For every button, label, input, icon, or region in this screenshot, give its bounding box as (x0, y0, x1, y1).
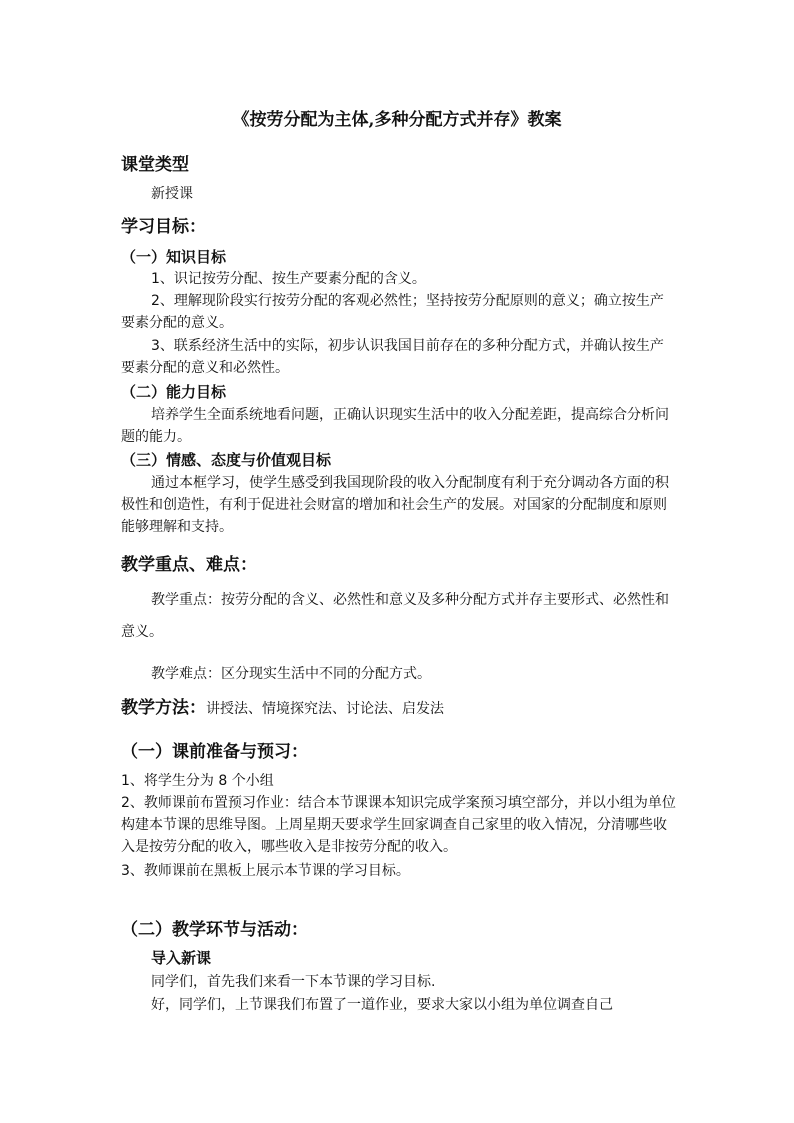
ability-heading: （二）能力目标 (121, 383, 227, 401)
preparation-item: 2、教师课前布置预习作业：结合本节课课本知识完成学案预习填空部分，并以小组为单位构建本节课的思维导图。上周星期天要求学生回家调查自己家里的收入情况，分清哪些收入是按劳分配的收入，哪些收入是非按劳分配的收入。 (121, 795, 676, 855)
knowledge-item: 2、理解现阶段实行按劳分配的客观必然性；坚持按劳分配原则的意义；确立按生产要素分配的意义。 (121, 293, 664, 331)
preparation-item: 1、将学生分为 8 个小组 (121, 773, 274, 789)
methods-heading: 教学方法： (121, 698, 206, 718)
knowledge-heading: （一）知识目标 (121, 248, 227, 266)
objectives-heading: 学习目标： (121, 217, 206, 237)
difficult-points-text: 教学难点：区分现实生活中不同的分配方式。 (151, 666, 431, 682)
knowledge-item: 1、识记按劳分配、按生产要素分配的含义。 (151, 271, 426, 287)
emotion-text: 通过本框学习，使学生感受到我国现阶段的收入分配制度有利于充分调动各方面的积极性和创造性，有利于促进社会财富的增加和社会生产的发展。对国家的分配制度和原则能够理解和支持。 (121, 475, 669, 535)
knowledge-item: 3、联系经济生活中的实际，初步认识我国目前存在的多种分配方式，并确认按生产要素分配的意义和必然性。 (121, 338, 664, 376)
ability-text: 培养学生全面系统地看问题，正确认识现实生活中的收入分配差距，提高综合分析问题的能力。 (121, 407, 669, 445)
activities-heading: （二）教学环节与活动： (121, 920, 308, 940)
intro-heading: 导入新课 (151, 949, 212, 967)
document-title: 《按劳分配为主体,多种分配方式并存》教案 (232, 110, 562, 130)
activity-paragraph: 好，同学们，上节课我们布置了一道作业，要求大家以小组为单位调查自己 (151, 997, 613, 1013)
class-type-heading: 课堂类型 (121, 155, 189, 175)
emotion-heading: （三）情感、态度与价值观目标 (121, 451, 332, 469)
methods-value: 讲授法、情境探究法、讨论法、启发法 (206, 701, 444, 717)
preparation-item: 3、教师课前在黑板上展示本节课的学习目标。 (121, 863, 410, 879)
preparation-heading: （一）课前准备与预习： (121, 742, 308, 762)
class-type-value: 新授课 (151, 186, 193, 202)
key-points-heading: 教学重点、难点： (121, 555, 257, 575)
key-points-text: 教学重点：按劳分配的含义、必然性和意义及多种分配方式并存主要形式、必然性和意义。 (121, 592, 669, 640)
methods-line (121, 693, 444, 718)
activity-paragraph: 同学们，首先我们来看一下本节课的学习目标. (151, 974, 436, 990)
